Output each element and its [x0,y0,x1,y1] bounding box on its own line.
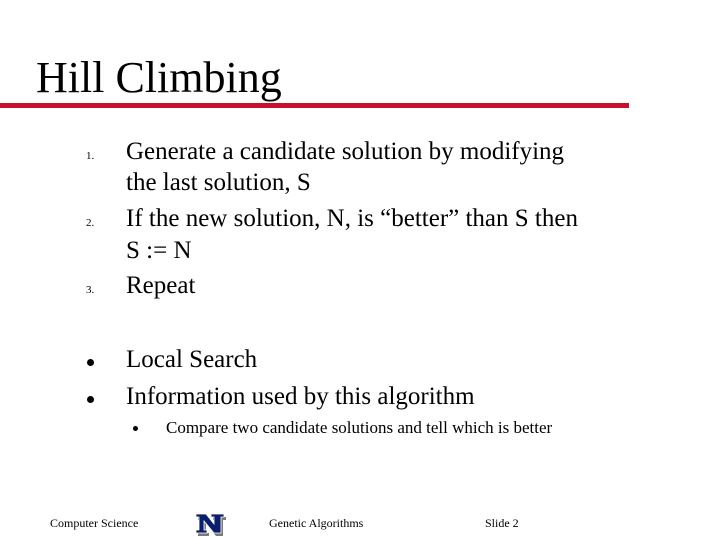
sub-bullet-dot [133,426,138,431]
sub-bullet-text: Compare two candidate solutions and tell which is better [166,418,553,437]
step-number: 3. [86,284,95,296]
step-number: 1. [86,150,95,162]
nebraska-n-logo-icon [193,511,227,536]
bullet-dot [87,359,94,366]
step-line: If the new solution, N, is “better” than S then [126,205,578,232]
bullet-text: Information used by this algorithm [126,383,475,410]
bullet-text: Local Search [126,346,258,373]
title-underline [0,103,629,108]
step-number: 2. [86,217,95,229]
bullet-dot [87,396,94,403]
footer-course: Genetic Algorithms [269,516,364,530]
slide-title: Hill Climbing [36,53,282,102]
footer-department: Computer Science [50,516,139,530]
step-line: Generate a candidate solution by modifying [126,138,565,165]
footer-slide-number: Slide 2 [485,516,519,530]
step-line: the last solution, S [126,169,311,196]
step-line: S := N [126,237,192,264]
step-line: Repeat [126,272,196,299]
